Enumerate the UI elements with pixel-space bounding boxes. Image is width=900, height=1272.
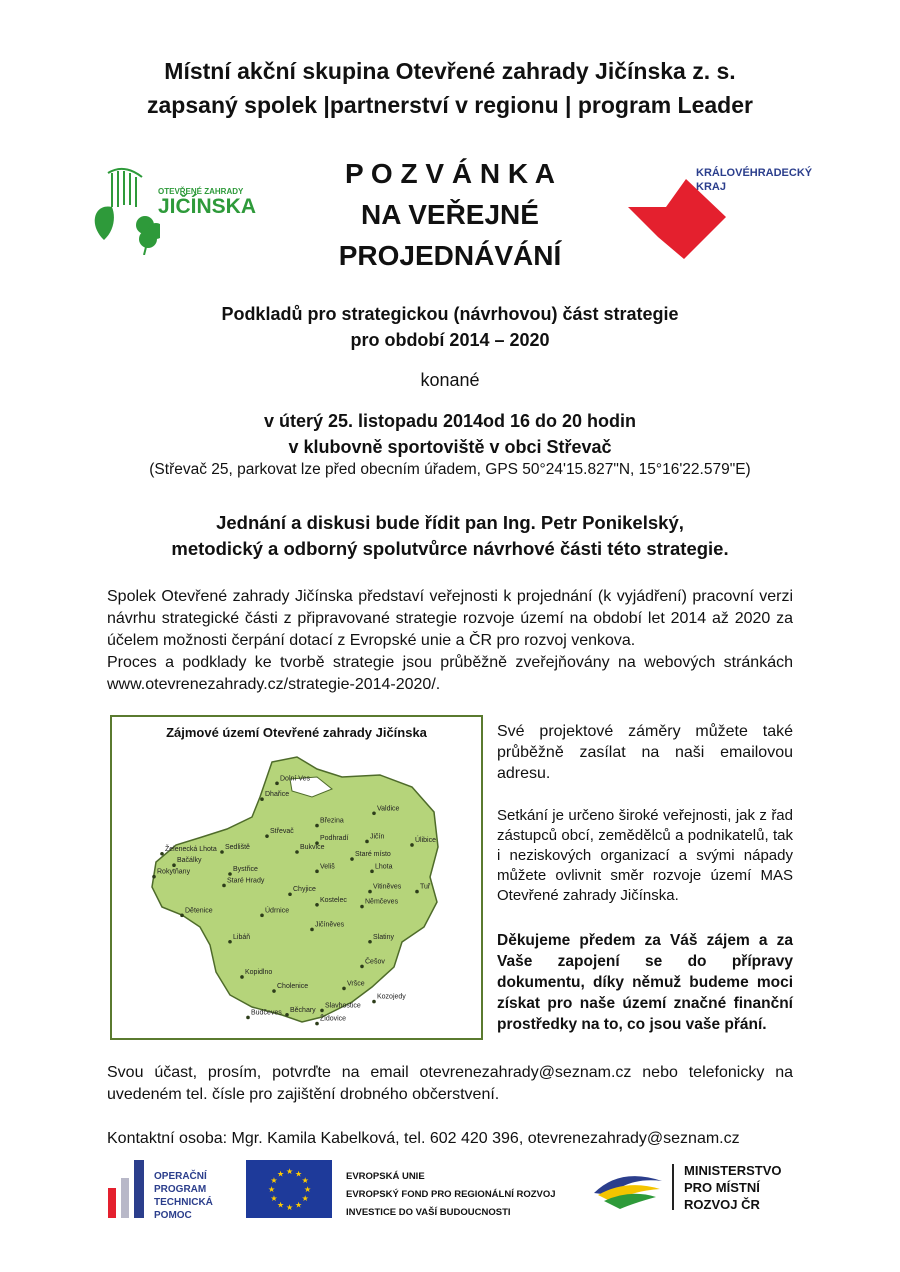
map-town-label: Podhradí	[320, 835, 349, 843]
optp-bar-red-icon	[108, 1188, 116, 1218]
map-town-dot	[260, 797, 264, 801]
map-town-dot	[342, 987, 346, 991]
map-town-dot	[288, 892, 292, 896]
map-town-dot	[350, 857, 354, 861]
map-town-dot	[315, 870, 319, 874]
map-town-label: Kozojedy	[377, 993, 406, 1001]
map-town-dot	[295, 850, 299, 854]
venue: v klubovně sportoviště v obci Střevač	[288, 437, 612, 457]
map-town-dot	[228, 940, 232, 944]
map-town-label: Kostelec	[320, 896, 347, 904]
map-town-label: Vršce	[347, 980, 365, 988]
moderator-line1: Jednání a diskusi bude řídit pan Ing. Petr Ponikelský,	[216, 512, 684, 533]
map-town-dot	[172, 863, 176, 867]
mmr-swirl-icon	[590, 1165, 665, 1210]
kraj-line2: KRAJ	[696, 181, 726, 193]
map-town-dot	[228, 872, 232, 876]
map-town-label: Vitiněves	[373, 883, 402, 891]
map-town-dot	[372, 811, 376, 815]
address: (Střevač 25, parkovat lze před obecním úřadem, GPS 50°24'15.827"N, 15°16'22.579"E)	[149, 461, 751, 478]
map-town-label: Jičíněves	[315, 921, 345, 929]
map-town-label: Březina	[320, 817, 344, 825]
confirm-paragraph: Svou účast, prosím, potvrďte na email otevrenezahrady@seznam.cz nebo telefonicky na uvedeném tel. čísle pro zajištění drobného občerstvení.	[107, 1064, 793, 1103]
eu-star-icon: ★	[286, 1203, 294, 1212]
optp-line: OPERAČNÍ	[154, 1171, 207, 1182]
map-town-label: Němčeves	[365, 898, 399, 906]
map-town-dot	[240, 975, 244, 979]
map-town-dot	[365, 840, 369, 844]
side-paragraph-2: Setkání je určeno široké veřejnosti, jak z řad zástupců obcí, zemědělců a podnikatelů, tak i neziskových organizací a svými nápady můžete ovlivnit směr rozvoje území MAS Otevřené zahrady Jičínska.	[497, 807, 793, 904]
map-town-label: Rokytňany	[157, 868, 191, 876]
title-line1: P O Z V Á N K A	[344, 158, 556, 189]
mmr-line: MINISTERSTVO	[684, 1163, 782, 1178]
map-town-dot	[180, 914, 184, 918]
map-town-dot	[315, 824, 319, 828]
map-town-label: Dolní Ves	[280, 775, 310, 783]
map-town-dot	[315, 1022, 319, 1026]
map-town-label: Staré Hrady	[227, 877, 265, 885]
map-town-label: Běchary	[290, 1006, 316, 1014]
map-town-dot	[222, 884, 226, 888]
optp-text	[154, 1170, 213, 1222]
map-town-label: Sedliště	[225, 844, 250, 851]
org-tagline: zapsaný spolek |partnerství v regionu | program Leader	[147, 92, 753, 118]
map-town-label: Židovice	[320, 1015, 347, 1023]
eu-star-icon: ★	[277, 1200, 285, 1210]
eu-line: INVESTICE DO VAŠÍ BUDOUCNOSTI	[346, 1207, 511, 1218]
map-town-label: Bystřice	[233, 866, 258, 873]
title-line2: NA VEŘEJNÉ	[361, 199, 539, 230]
map-town-dot	[285, 1013, 289, 1017]
map-town-dot	[315, 903, 319, 907]
mmr-line: PRO MÍSTNÍ	[684, 1180, 760, 1195]
mmr-line: ROZVOJ ČR	[684, 1197, 760, 1212]
optp-line: PROGRAM	[154, 1184, 207, 1195]
moderator-line2: metodický a odborný spolutvůrce návrhové části této strategie.	[171, 538, 729, 559]
optp-bar-blue-icon	[134, 1160, 144, 1218]
map-town-dot	[368, 890, 372, 894]
map-town-label: Libáň	[233, 933, 251, 941]
map-town-dot	[272, 989, 276, 993]
side-paragraph-3: Děkujeme předem za Váš zájem a za Vaše zapojení se do přípravy dokumentu, díky němuž budeme moci získat pro naše území značné finanční prostředky na to, co jsou vaše přání.	[497, 932, 793, 1033]
map-town-label: Kopidlno	[245, 968, 273, 976]
eu-star-icon: ★	[301, 1194, 309, 1203]
map-town-label: Veliš	[320, 863, 335, 871]
subtitle-line1: Podkladů pro strategickou (návrhovou) část strategie	[221, 304, 679, 324]
map-town-label: Střevač	[270, 828, 294, 836]
map-town-dot	[152, 875, 156, 879]
eu-star-icon: ★	[286, 1167, 294, 1176]
map-town-dot	[410, 843, 414, 847]
map-town-label: Slavhostice	[325, 1002, 361, 1010]
eu-line: EVROPSKÝ FOND PRO REGIONÁLNÍ ROZVOJ	[346, 1189, 556, 1200]
map-town-label: Dětenice	[185, 907, 213, 915]
logo-big-text: JIČÍNSKA	[158, 195, 257, 218]
map-town-dot	[368, 940, 372, 944]
map-town-dot	[265, 834, 269, 838]
optp-logo	[108, 1160, 228, 1220]
eu-star-icon: ★	[270, 1194, 278, 1203]
map-town-label: Lhota	[375, 863, 393, 871]
title-line3: PROJEDNÁVÁNÍ	[338, 240, 562, 271]
eu-star-icon: ★	[295, 1200, 303, 1210]
map-town-label: Bukvice	[300, 844, 325, 851]
map-town-dot	[370, 870, 374, 874]
optp-line: TECHNICKÁ	[154, 1197, 213, 1208]
leaf-clover-icon	[90, 165, 160, 255]
eu-star-icon: ★	[301, 1176, 309, 1185]
mmr-text	[684, 1162, 782, 1213]
map-town-dot	[310, 928, 314, 932]
map-town-label: Bačálky	[177, 857, 202, 865]
eu-star-icon: ★	[277, 1169, 285, 1179]
map-town-label: Dhařice	[265, 791, 290, 799]
optp-line: POMOC	[154, 1210, 192, 1221]
map-town-dot	[220, 850, 224, 854]
map-town-label: Cholenice	[277, 983, 309, 991]
eu-flag-icon	[246, 1160, 332, 1218]
map-town-dot	[160, 852, 164, 856]
map-town-dot	[275, 782, 279, 786]
map-town-label: Tuř	[420, 883, 431, 891]
map-region-svg	[112, 717, 481, 1038]
map-town-label: Údrnice	[265, 907, 290, 915]
territory-map	[110, 715, 483, 1040]
kraj-line1: KRÁLOVÉHRADECKÝ	[696, 167, 813, 179]
eu-star-icon: ★	[304, 1185, 312, 1194]
eu-star-icon: ★	[268, 1185, 276, 1194]
eu-star-icon: ★	[295, 1169, 303, 1179]
intro-paragraph: Spolek Otevřené zahrady Jičínska představí veřejnosti k projednání (k vyjádření) pracovní verzi návrhu strategické části z připravované strategie rozvoje území na období let 2014 až 2020 za účelem možnosti čerpání dotací z Evropské unie a ČR pro rozvoj venkova.	[107, 588, 793, 649]
map-town-dot	[372, 1000, 376, 1004]
eu-star-icon: ★	[270, 1176, 278, 1185]
eu-text	[346, 1168, 556, 1222]
map-town-label: Úlibice	[415, 836, 437, 844]
map-town-dot	[415, 890, 419, 894]
ozj-logo	[90, 165, 257, 255]
org-name: Místní akční skupina Otevřené zahrady Jičínska z. s.	[164, 58, 736, 84]
kraj-red-shape-icon	[626, 177, 736, 262]
mmr-divider	[672, 1164, 674, 1210]
optp-bar-grey-icon	[121, 1178, 129, 1218]
map-title: Zájmové území Otevřené zahrady Jičínska	[166, 725, 427, 740]
eu-line: EVROPSKÁ UNIE	[346, 1171, 425, 1182]
map-town-dot	[260, 914, 264, 918]
map-town-label: Češov	[365, 958, 385, 966]
subtitle-line2: pro období 2014 – 2020	[350, 330, 550, 350]
logo-small-text: OTEVŘENÉ ZAHRADY	[158, 187, 244, 196]
map-town-label: Chyjice	[293, 886, 316, 894]
map-town-label: Budčeves	[251, 1009, 282, 1017]
kraj-logo	[626, 163, 826, 263]
map-town-label: Valdice	[377, 805, 400, 813]
map-town-dot	[360, 965, 364, 969]
map-town-label: Staré místo	[355, 851, 391, 859]
map-town-label: Slatiny	[373, 933, 395, 941]
date-time: v úterý 25. listopadu 2014od 16 do 20 hodin	[263, 411, 637, 431]
map-town-label: Jičín	[370, 833, 385, 841]
map-town-dot	[320, 1009, 324, 1013]
map-town-dot	[246, 1016, 250, 1020]
side-paragraph-1: Své projektové záměry můžete také průběžně zasílat na naši emailovou adresu.	[497, 723, 793, 782]
contact-line: Kontaktní osoba: Mgr. Kamila Kabelková, tel. 602 420 396, otevrenezahrady@seznam.cz	[107, 1130, 740, 1147]
map-town-label: Želenecká Lhota	[165, 845, 217, 853]
konane-text: konané	[420, 370, 480, 390]
map-town-dot	[360, 905, 364, 909]
web-paragraph: Proces a podklady ke tvorbě strategie jsou průběžně zveřejňovány na webových stránkách www.otevrenezahrady.cz/strategie-2014-2020/.	[107, 654, 793, 693]
